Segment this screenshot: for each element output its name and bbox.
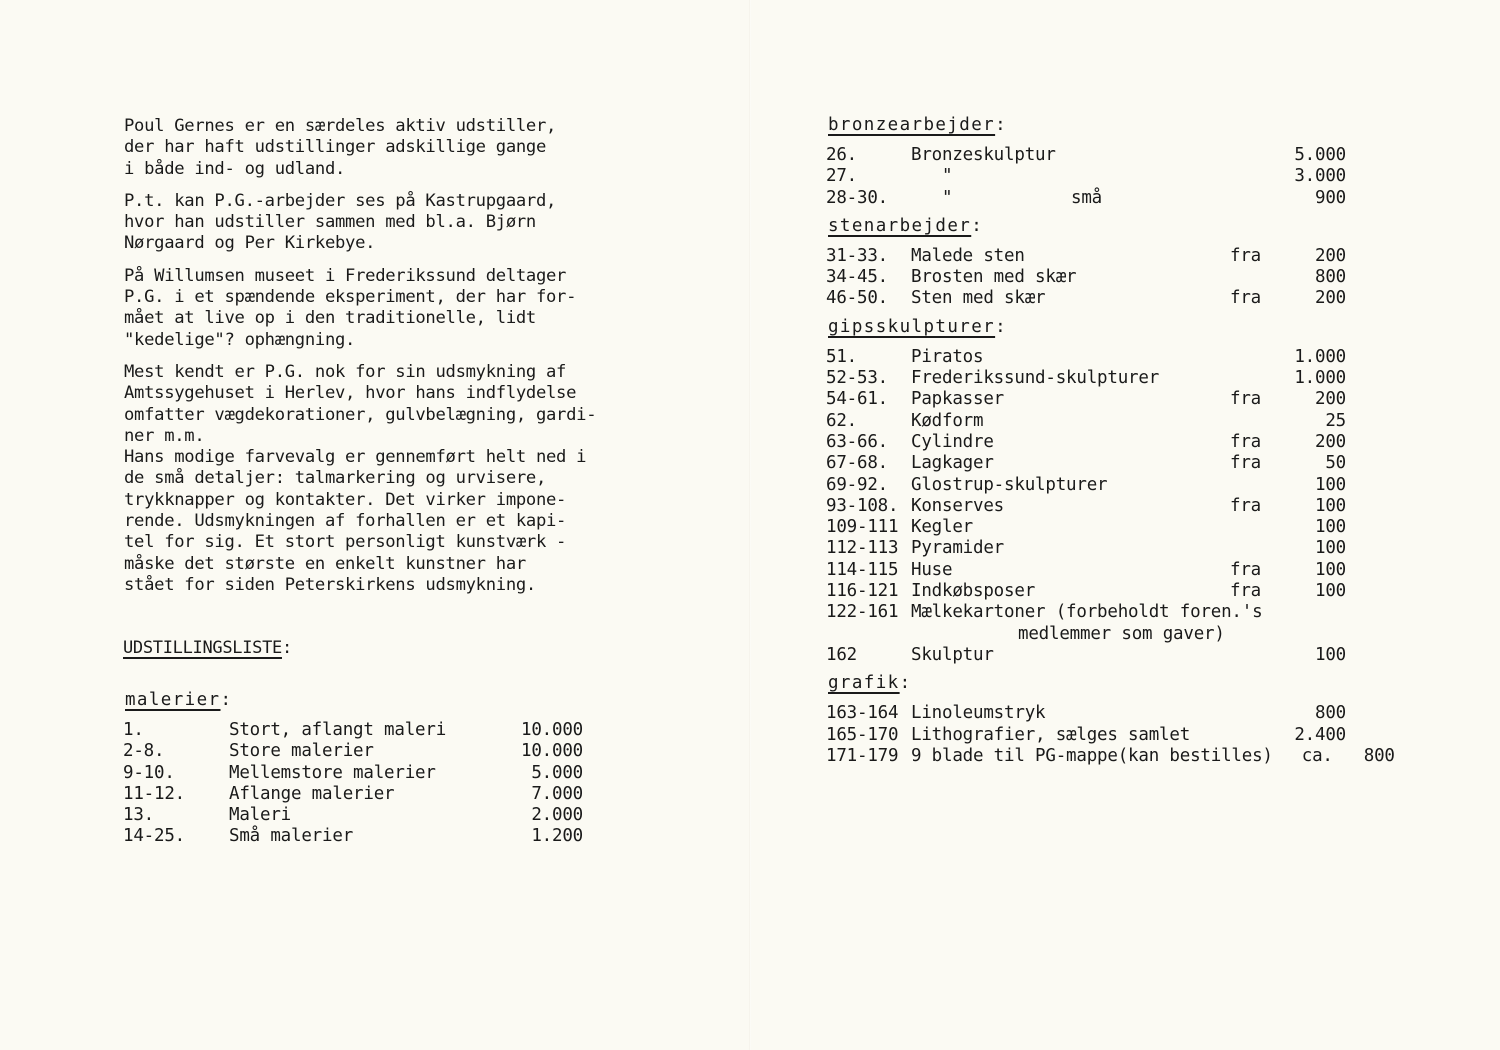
section-grafik [826, 673, 1395, 767]
item-price-prefix [1230, 475, 1290, 496]
item-title: Store malerier [229, 741, 374, 762]
item-price-prefix: fra [1230, 389, 1262, 410]
item-price: 5.000 [1294, 145, 1346, 165]
item-title: Glostrup-skulpturer [911, 474, 1108, 495]
list-item [826, 560, 1346, 581]
item-title: Små malerier [229, 826, 354, 847]
item-price-prefix [1230, 166, 1290, 187]
item-price-prefix: fra [1230, 288, 1262, 309]
item-price: 100 [1314, 559, 1346, 580]
list-item [826, 453, 1346, 474]
price-list [123, 720, 583, 848]
item-price: 5.000 [531, 762, 583, 783]
item-price: 100 [1314, 495, 1346, 516]
item-price-prefix: fra [1230, 581, 1262, 602]
item-title: 9 blade til PG-mappe(kan bestilles) [911, 745, 1273, 766]
item-number: 27. [826, 166, 858, 187]
item-number: 52-53. [826, 368, 889, 389]
item-title: " [911, 166, 953, 187]
exhibition-list-title [123, 638, 292, 658]
item-price-prefix [1230, 145, 1290, 166]
item-number: 11-12. [123, 783, 186, 804]
list-item [826, 368, 1346, 389]
item-price: 800 [1314, 703, 1346, 724]
item-number: 171-179 [826, 745, 899, 766]
item-number: 163-164 [826, 703, 899, 724]
item-price: 2.000 [531, 805, 583, 826]
section-gipsskulpturer [826, 317, 1346, 666]
item-number: 54-61. [826, 389, 889, 410]
section-heading [828, 317, 1346, 341]
item-price-prefix [1230, 517, 1290, 538]
item-price: 50 [1325, 453, 1346, 474]
item-price-prefix [1230, 267, 1290, 288]
item-price: 100 [1314, 538, 1346, 559]
colon: : [995, 115, 1008, 135]
price-list-continued [826, 115, 1395, 774]
item-number: 162 [826, 644, 858, 665]
item-title: Skulptur [911, 644, 994, 665]
list-item [826, 475, 1346, 496]
item-title: Mælkekartoner (forbeholdt foren.'s [911, 602, 1263, 623]
item-price: 800 [1363, 745, 1395, 766]
item-number: 28-30. [826, 187, 889, 208]
item-number: 69-92. [826, 474, 889, 495]
item-number: 62. [826, 410, 858, 431]
right-page [751, 0, 1500, 1050]
list-item [826, 517, 1346, 538]
list-item-continuation [826, 624, 1346, 645]
item-price: 200 [1314, 245, 1346, 266]
item-title: Brosten med skær [911, 267, 1077, 288]
section-heading [828, 673, 1346, 697]
item-number: 26. [826, 145, 858, 165]
item-price: 200 [1314, 431, 1346, 452]
item-price-prefix: fra [1230, 559, 1262, 580]
list-item [826, 745, 1395, 767]
item-title: Lithografier, sælges samlet [911, 724, 1191, 745]
item-price: 3.000 [1294, 166, 1346, 187]
section-heading-text: grafik [828, 673, 900, 694]
item-title: Bronzeskulptur [911, 145, 1056, 165]
item-number: 63-66. [826, 431, 889, 452]
list-item [826, 411, 1346, 432]
list-item [123, 763, 583, 784]
item-title: Malede sten [911, 245, 1025, 266]
colon: : [971, 215, 984, 236]
item-title: Piratos [911, 346, 984, 367]
section-heading [828, 216, 1346, 240]
colon: : [995, 316, 1008, 337]
item-number: 165-170 [826, 724, 899, 745]
item-price: 900 [1314, 187, 1346, 208]
item-number: 2-8. [123, 741, 165, 762]
item-price: 800 [1314, 267, 1346, 288]
item-price: 2.400 [1294, 724, 1346, 745]
item-price-prefix: fra [1230, 431, 1262, 452]
item-title: Kødform [911, 410, 984, 431]
section-heading [125, 690, 583, 714]
list-item [826, 432, 1346, 453]
colon: : [899, 673, 912, 694]
item-price: 100 [1314, 581, 1346, 602]
item-price: 10.000 [520, 741, 583, 762]
item-price: 1.000 [1294, 368, 1346, 389]
item-price: 10.000 [520, 720, 583, 740]
section-bronzearbejder [826, 115, 1346, 209]
item-title: Konserves [911, 495, 1005, 516]
list-item [826, 645, 1346, 666]
item-price-prefix [1230, 725, 1290, 746]
list-item [826, 496, 1346, 517]
section-heading [828, 115, 1346, 139]
item-price: 200 [1314, 389, 1346, 410]
item-price-prefix: ca. [1301, 745, 1333, 766]
list-item [826, 347, 1346, 368]
section-heading-text: stenarbejder [828, 215, 972, 236]
item-price: 100 [1314, 474, 1346, 495]
item-price-prefix [1230, 645, 1290, 666]
item-title: Pyramider [911, 538, 1005, 559]
list-item [826, 389, 1346, 410]
item-price: 1.000 [1294, 346, 1346, 367]
list-item [826, 166, 1346, 187]
item-price: 100 [1314, 644, 1346, 665]
item-number: 31-33. [826, 245, 889, 266]
item-number: 34-45. [826, 267, 889, 288]
list-item [826, 581, 1346, 602]
item-title: Maleri [229, 805, 292, 826]
item-number: 9-10. [123, 762, 175, 783]
paragraph: Poul Gernes er en særdeles aktiv udstiller, der har haft udstillinger adskillige gange i både ind- og udland. [124, 116, 557, 179]
list-item [123, 720, 583, 741]
item-number: 114-115 [826, 559, 899, 580]
paragraph: På Willumsen museet i Frederikssund deltager P.G. i et spændende eksperiment, der har for- mået at live op i den traditionelle, lidt "kedelige"? ophængning. [124, 265, 577, 350]
exhibition-list-title-text: UDSTILLINGSLISTE [123, 638, 282, 658]
item-price-prefix [1230, 411, 1290, 432]
list-item [826, 267, 1346, 288]
item-price: 200 [1314, 288, 1346, 309]
item-title: Aflange malerier [229, 783, 395, 804]
list-item [123, 826, 583, 847]
item-title: Frederikssund-skulpturer [911, 368, 1160, 389]
item-title-continuation: medlemmer som gaver) [1018, 623, 1225, 644]
item-number: 109-111 [826, 517, 899, 538]
item-number: 1. [123, 720, 144, 740]
item-price-prefix: fra [1230, 495, 1262, 516]
intro-text [124, 116, 644, 607]
item-price-prefix [1230, 703, 1290, 724]
item-number: 67-68. [826, 453, 889, 474]
colon: : [281, 638, 292, 658]
item-number: 93-108. [826, 495, 899, 516]
item-price: 25 [1325, 410, 1346, 431]
item-price-prefix: fra [1230, 245, 1262, 266]
item-price-prefix [1230, 368, 1290, 389]
item-title: Indkøbsposer [911, 581, 1036, 602]
item-title: Huse [911, 559, 953, 580]
item-note: små [1071, 187, 1103, 208]
paragraph: P.t. kan P.G.-arbejder ses på Kastrupgaard, hvor han udstiller sammen med bl.a. Bjørn Nørgaard og Per Kirkebye. [124, 190, 557, 254]
item-price-prefix [1230, 347, 1290, 368]
section-heading-text: bronzearbejder [828, 115, 996, 135]
item-price: 7.000 [531, 783, 583, 804]
list-item [826, 725, 1346, 746]
list-item [826, 703, 1346, 724]
item-title: Stort, aflangt maleri [229, 720, 447, 740]
item-number: 51. [826, 346, 858, 367]
section-heading-text: malerier [125, 690, 221, 710]
item-number: 122-161 [826, 602, 899, 623]
item-title: Papkasser [911, 389, 1005, 410]
item-title: Linoleumstryk [911, 703, 1046, 724]
section-malerier [123, 690, 583, 848]
item-price-prefix: fra [1230, 453, 1262, 474]
colon: : [220, 690, 233, 710]
item-price-prefix [1230, 538, 1290, 559]
list-item [123, 805, 583, 826]
item-number: 46-50. [826, 288, 889, 309]
list-item [123, 741, 583, 762]
list-item [826, 288, 1346, 309]
item-number: 116-121 [826, 581, 899, 602]
paragraph: Hans modige farvevalg er gennemført helt ned i de små detaljer: talmarkering og urvisere, trykknapper og kontakter. Det virker impone- rende. Udsmykningen af forhallen er et kapi- tel for sig. Et stort personligt kunstværk - måske det største en enkelt kunstner har stået for siden Peterskirkens udsmykning. [124, 447, 587, 595]
item-title: " [911, 187, 953, 208]
item-number: 13. [123, 805, 155, 826]
item-price-prefix [1230, 188, 1290, 209]
item-title: Cylindre [911, 431, 994, 452]
item-title: Kegler [911, 517, 974, 538]
item-title: Lagkager [911, 453, 994, 474]
item-price: 100 [1314, 517, 1346, 538]
list-item [826, 188, 1346, 209]
paragraph: Mest kendt er P.G. nok for sin udsmykning af Amtssygehuset i Herlev, hvor hans indflydelse omfatter vægdekorationer, gulvbelægning, gardi- ner m.m. [124, 361, 597, 446]
item-number: 112-113 [826, 538, 899, 559]
list-item [826, 602, 1346, 623]
item-title: Sten med skær [911, 288, 1046, 309]
list-item [123, 784, 583, 805]
section-heading-text: gipsskulpturer [828, 316, 996, 337]
list-item [826, 145, 1346, 166]
item-price: 1.200 [531, 826, 583, 847]
list-item [826, 246, 1346, 267]
item-title: Mellemstore malerier [229, 762, 436, 783]
section-stenarbejder [826, 216, 1346, 310]
left-page [0, 0, 749, 1050]
list-item [826, 538, 1346, 559]
item-number: 14-25. [123, 826, 186, 847]
